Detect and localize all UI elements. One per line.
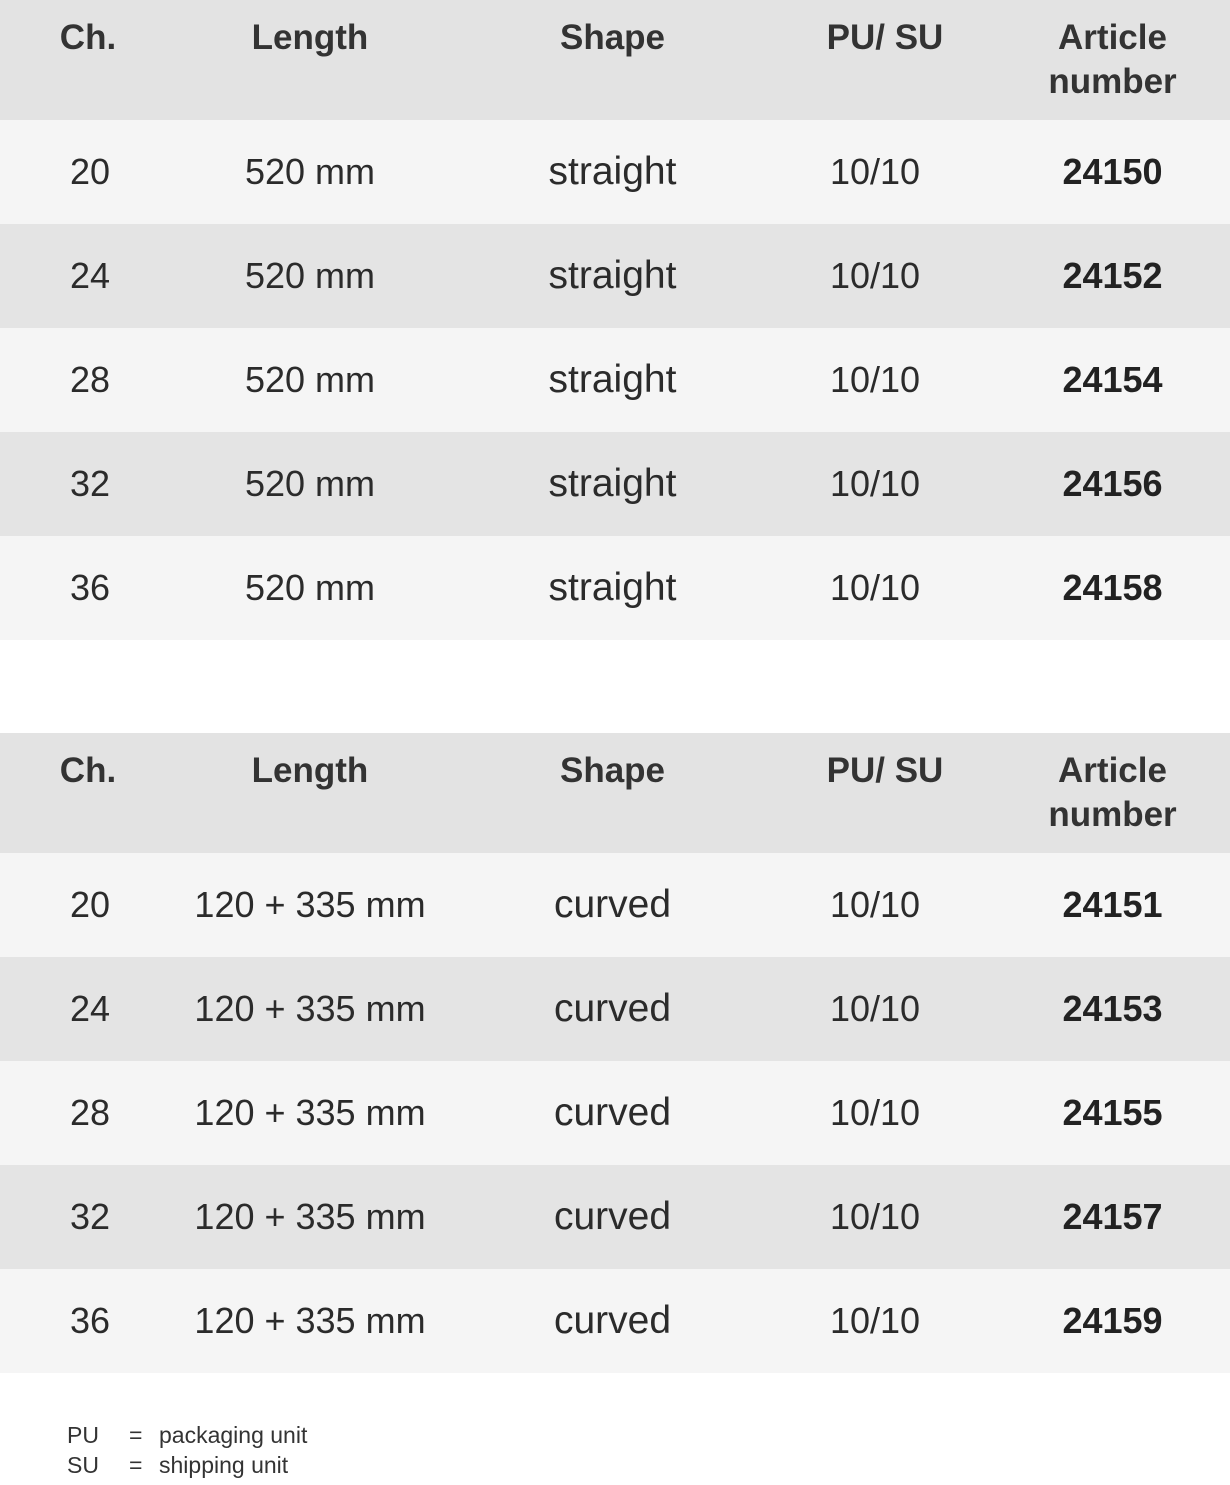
cell-pu-su: 10/10 <box>829 1300 921 1341</box>
legend-text: shipping unit <box>159 1452 289 1478</box>
cell-pu-su: 10/10 <box>829 1092 921 1133</box>
cell-ch: 28 <box>69 359 111 400</box>
cell-length: 120 + 335 mm <box>194 1196 426 1237</box>
header-article-number <box>995 0 1230 120</box>
legend-text: packaging unit <box>159 1422 308 1448</box>
cell-shape: curved <box>553 883 672 926</box>
cell-shape: straight <box>548 462 677 505</box>
table-row <box>0 853 1230 957</box>
table-row <box>0 957 1230 1061</box>
cell-article-number: 24153 <box>1062 988 1163 1029</box>
legend-equals: = <box>129 1422 143 1448</box>
cell-pu-su: 10/10 <box>829 1196 921 1237</box>
header-shape: Shape <box>559 18 666 57</box>
cell-article-number: 24157 <box>1062 1196 1163 1237</box>
cell-ch: 36 <box>69 567 111 608</box>
legend-abbr: PU <box>67 1422 99 1448</box>
table-header-row <box>0 0 1230 120</box>
cell-length: 120 + 335 mm <box>194 1092 426 1133</box>
cell-article-number: 24156 <box>1062 463 1163 504</box>
cell-shape: straight <box>548 254 677 297</box>
cell-length: 520 mm <box>244 151 376 192</box>
table-header-row <box>0 733 1230 853</box>
cell-shape: straight <box>548 566 677 609</box>
cell-shape: straight <box>548 358 677 401</box>
cell-length: 520 mm <box>244 463 376 504</box>
cell-article-number: 24150 <box>1062 151 1163 192</box>
header-article-line2: number <box>1048 62 1177 101</box>
cell-shape: curved <box>553 987 672 1030</box>
cell-length: 520 mm <box>244 359 376 400</box>
cell-length: 120 + 335 mm <box>194 988 426 1029</box>
header-article-number <box>995 733 1230 853</box>
header-article-line2: number <box>1048 795 1177 834</box>
cell-ch: 24 <box>69 255 111 296</box>
header-length: Length <box>251 18 369 57</box>
legend-item <box>67 1420 307 1450</box>
cell-length: 120 + 335 mm <box>194 884 426 925</box>
header-ch: Ch. <box>59 751 117 790</box>
cell-ch: 32 <box>69 463 111 504</box>
cell-pu-su: 10/10 <box>829 359 921 400</box>
cell-article-number: 24154 <box>1062 359 1163 400</box>
cell-pu-su: 10/10 <box>829 567 921 608</box>
table-row <box>0 224 1230 328</box>
cell-article-number: 24151 <box>1062 884 1163 925</box>
abbreviation-legend <box>67 1420 307 1480</box>
cell-pu-su: 10/10 <box>829 255 921 296</box>
header-ch: Ch. <box>59 18 117 57</box>
cell-article-number: 24155 <box>1062 1092 1163 1133</box>
cell-shape: straight <box>548 150 677 193</box>
table-row <box>0 1165 1230 1269</box>
header-article-line1: Article <box>1058 751 1167 790</box>
product-table-curved <box>0 733 1230 1373</box>
cell-ch: 20 <box>69 884 111 925</box>
cell-ch: 36 <box>69 1300 111 1341</box>
cell-article-number: 24158 <box>1062 567 1163 608</box>
header-pu-su: PU/ SU <box>826 18 944 57</box>
table-row <box>0 1061 1230 1165</box>
cell-ch: 32 <box>69 1196 111 1237</box>
cell-pu-su: 10/10 <box>829 884 921 925</box>
cell-length: 520 mm <box>244 255 376 296</box>
cell-article-number: 24159 <box>1062 1300 1163 1341</box>
product-table-straight <box>0 0 1230 640</box>
cell-pu-su: 10/10 <box>829 151 921 192</box>
cell-shape: curved <box>553 1195 672 1238</box>
cell-shape: curved <box>553 1299 672 1342</box>
table-row <box>0 432 1230 536</box>
cell-pu-su: 10/10 <box>829 988 921 1029</box>
header-shape: Shape <box>559 751 666 790</box>
legend-equals: = <box>129 1452 143 1478</box>
header-length: Length <box>251 751 369 790</box>
cell-ch: 20 <box>69 151 111 192</box>
table-row <box>0 328 1230 432</box>
cell-article-number: 24152 <box>1062 255 1163 296</box>
header-article-line1: Article <box>1058 18 1167 57</box>
table-row <box>0 1269 1230 1373</box>
cell-ch: 24 <box>69 988 111 1029</box>
cell-shape: curved <box>553 1091 672 1134</box>
cell-length: 120 + 335 mm <box>194 1300 426 1341</box>
legend-item <box>67 1450 307 1480</box>
cell-ch: 28 <box>69 1092 111 1133</box>
cell-length: 520 mm <box>244 567 376 608</box>
table-row <box>0 120 1230 224</box>
header-pu-su: PU/ SU <box>826 751 944 790</box>
legend-abbr: SU <box>67 1452 99 1478</box>
cell-pu-su: 10/10 <box>829 463 921 504</box>
table-row <box>0 536 1230 640</box>
